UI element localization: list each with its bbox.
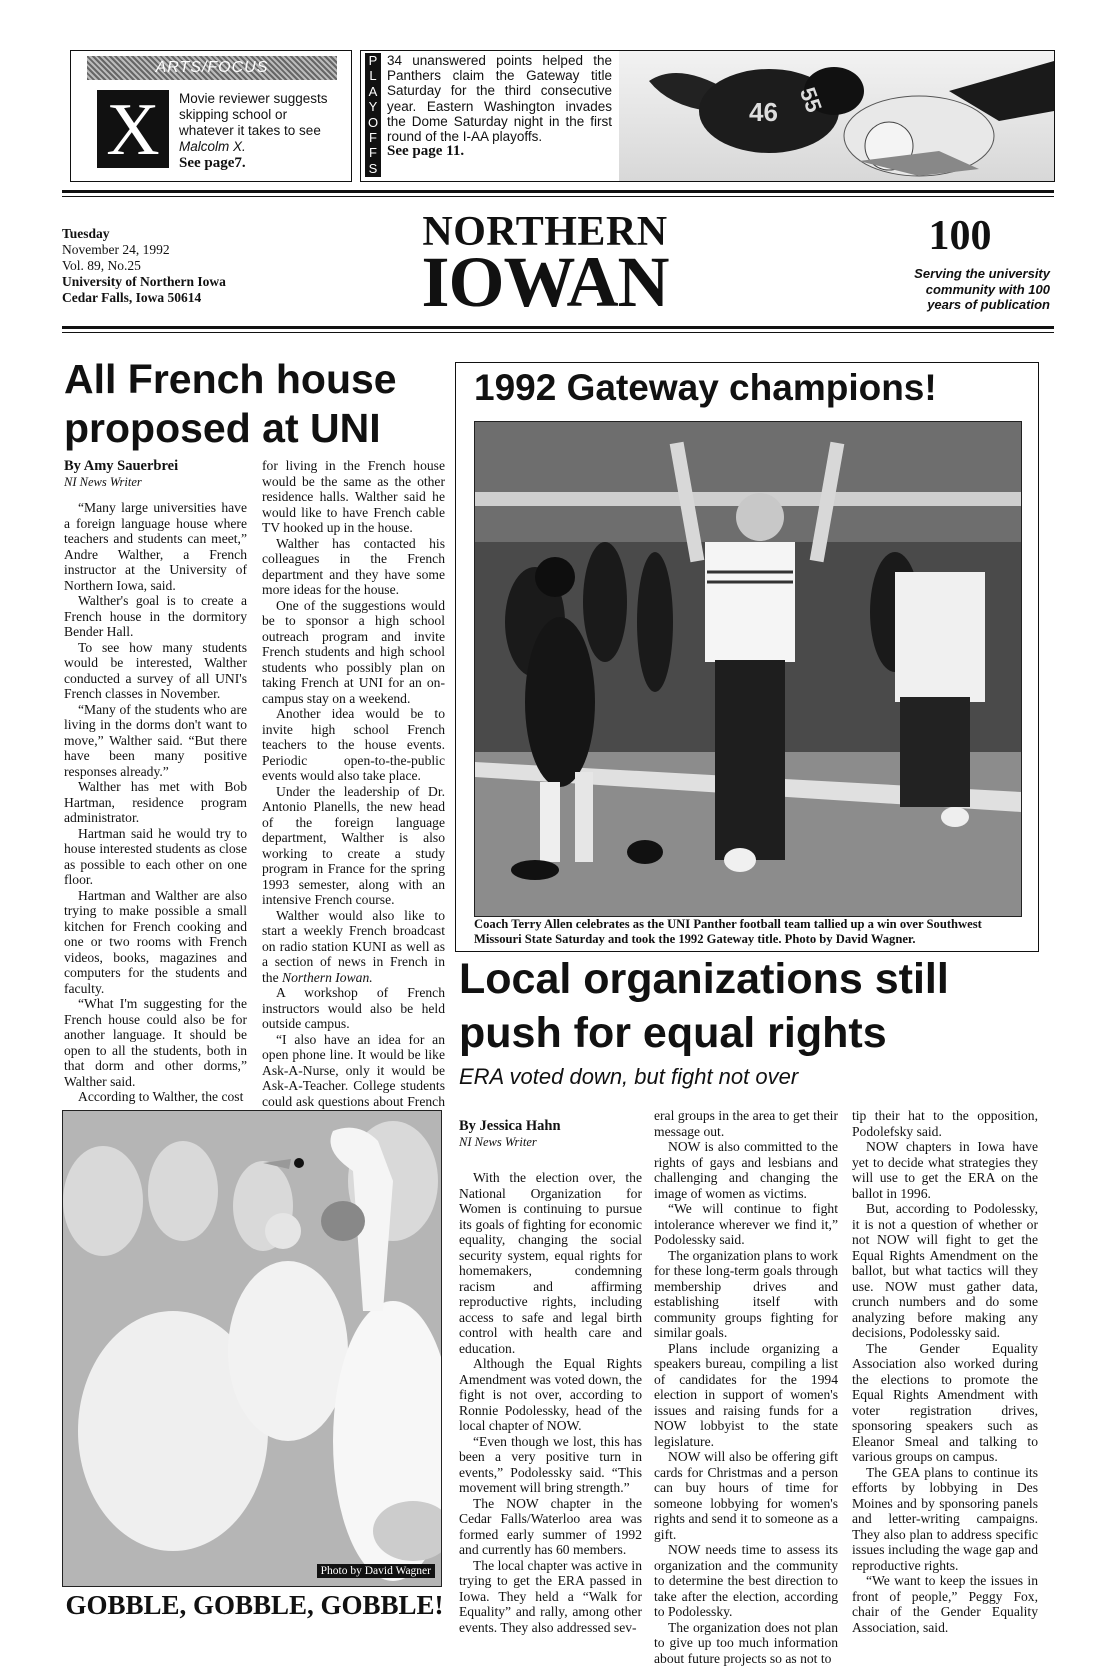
- french-house-headline[interactable]: All French house proposed at UNI: [64, 356, 397, 451]
- playoffs-letter: S: [368, 160, 378, 176]
- playoffs-see-page-link[interactable]: See page 11.: [387, 143, 465, 160]
- byline-title: NI News Writer: [64, 475, 142, 489]
- gateway-champions-box: [455, 362, 1039, 952]
- paragraph: NOW needs time to assess its organization and the community to determine the best direction to take after the election, according to Podolessky.: [654, 1542, 838, 1619]
- paragraph: NOW chapters in Iowa have yet to decide what strategies they will use to get the ERA on the ballot in 1996.: [852, 1139, 1038, 1201]
- equal-rights-headline[interactable]: Local organizations still push for equal rights: [459, 955, 949, 1057]
- masthead-top-rule: [62, 190, 1054, 193]
- equal-rights-byline: [459, 1118, 639, 1150]
- playoffs-letter: O: [367, 114, 379, 130]
- equal-rights-deck: ERA voted down, but fight not over: [459, 1064, 799, 1089]
- paragraph: The NOW chapter in the Cedar Falls/Waterloo area was formed early summer of 1992 and currently has 60 members.: [459, 1495, 642, 1557]
- paragraph: tip their hat to the opposition, Podolefsky said.: [852, 1108, 1038, 1139]
- arts-teaser-title: Malcolm X.: [179, 139, 246, 154]
- byline-author: By Amy Sauerbrei: [64, 458, 179, 474]
- masthead-bottom-rule: [62, 326, 1054, 329]
- arts-focus-banner: ARTS/FOCUS: [87, 56, 337, 80]
- paragraph: Under the leadership of Dr. Antonio Planells, the new head of the foreign language department, Walther is also working to create a study program in France for the spring 1993 semester, along with an intensive French course.: [262, 783, 445, 907]
- masthead-title-iowan: IOWAN: [421, 242, 669, 322]
- jersey-number: 55: [794, 84, 827, 116]
- paragraph: According to Walther, the cost: [78, 1089, 244, 1104]
- paragraph: Walther has met with Bob Hartman, residence program administrator.: [64, 779, 247, 825]
- paragraph: With the election over, the National Organization for Women is continuing to pursue its goals of fighting for economic equality, changing the social security system, equal rights for homemakers, condemning racism and affirming reproductive rights, including access to safe and legal birth control with health care and education.: [459, 1170, 642, 1356]
- issue-info: [62, 226, 226, 306]
- paragraph: [262, 908, 445, 986]
- paragraph: One of the suggestions would be to sponsor a high school outreach program and invite French students and high school students who possibly plan on taking French at UNI for an on-campus stay on a weekend.: [262, 597, 445, 706]
- paragraph: To see how many students would be interested, Walther conducted a survey of all UNI's French classes in November.: [64, 639, 247, 701]
- issue-day: Tuesday: [62, 226, 110, 241]
- paragraph: The organization does not plan to give up too much information about future projects so as not to: [654, 1619, 838, 1666]
- paragraph: The organization plans to work for these long-term goals through membership drives and establishing itself with community groups fighting for similar goals.: [654, 1247, 838, 1340]
- newspaper-name: Northern Iowan.: [282, 969, 373, 985]
- gateway-headline[interactable]: 1992 Gateway champions!: [474, 367, 937, 408]
- playoffs-letter: A: [368, 83, 378, 99]
- french-house-column-2: [262, 458, 445, 1125]
- paragraph: A workshop of French instructors would also be held outside campus.: [262, 985, 445, 1031]
- paragraph: Plans include organizing a speakers bureau, compiling a list of candidates for the 1994 election in support of women's issues and raising funds for a NOW lobbyist to the state legislature.: [654, 1340, 838, 1449]
- paragraph: “We will continue to fight intolerance wherever we find it,” Podolessky said.: [654, 1201, 838, 1247]
- paragraph: “Many of the students who are living in the dorms don't want to move,” Walther said. “But there have been many positive responses already.”: [64, 701, 247, 779]
- jersey-number: 46: [749, 97, 778, 127]
- paragraph: But, according to Podolessky, it is not a question of whether or not NOW will fight to get the Equal Rights Amendment on the ballot, but what tactics will they use. NOW must gather data, crunch numbers and do some analyzing before making any decisions, Podolessky said.: [852, 1201, 1038, 1340]
- paragraph: “We want to keep the issues in front of people,” Peggy Fox, chair of the Gender Equality Association, said.: [852, 1573, 1038, 1635]
- paragraph: Hartman and Walther are also trying to make possible a small kitchen for French cooking and one or two rooms with French videos, books, magazines and computers for the students and faculty.: [64, 887, 247, 996]
- centennial-number: 100: [928, 213, 992, 259]
- arts-teaser-line: skipping school or: [179, 107, 288, 122]
- paragraph: eral groups in the area to get their message out.: [654, 1108, 838, 1139]
- playoffs-letter: F: [369, 145, 377, 161]
- malcolm-x-logo: X: [97, 90, 169, 168]
- french-house-column-1: [64, 500, 247, 1105]
- french-house-byline: [64, 458, 244, 490]
- issue-city: Cedar Falls, Iowa 50614: [62, 290, 202, 305]
- paragraph: for living in the French house would be the same as the other residence halls. Walther said he would like to have French cable TV hooked up in the house.: [262, 458, 445, 535]
- arts-see-page-link[interactable]: See page7.: [179, 155, 246, 171]
- issue-university: University of Northern Iowa: [62, 274, 226, 289]
- playoffs-letter: P: [368, 53, 378, 68]
- paragraph: “Even though we lost, this has been a very positive turn in events,” Podolessky said. “This movement will bring strength.”: [459, 1433, 642, 1495]
- playoffs-teaser-text: [387, 53, 612, 159]
- masthead-tagline: [870, 266, 1050, 313]
- paragraph-text: Walther would also like to start a weekly French broadcast on radio station KUNI as well as a section of news in French in the: [262, 907, 445, 985]
- paragraph: “Many large universities have a foreign language house where teachers and students can meet,” Andre Walther, a French instructor at the University of Northern Iowa, said.: [64, 500, 247, 593]
- arts-teaser-line: Movie reviewer suggests: [179, 91, 328, 106]
- equal-rights-column-3: [852, 1108, 1038, 1635]
- playoffs-letter: Y: [368, 99, 378, 115]
- playoffs-letter: L: [369, 68, 377, 84]
- tagline-line: Serving the university: [914, 266, 1050, 281]
- coach-celebration-photo: [474, 421, 1022, 917]
- masthead-title-northern: NORTHERN: [422, 209, 668, 255]
- gateway-photo-caption: Coach Terry Allen celebrates as the UNI Panther football team tallied up a win over Southwest Missouri State Saturday and took the 1992 Gateway title. Photo by David Wagner.: [474, 917, 982, 946]
- equal-rights-column-2: [654, 1108, 838, 1666]
- paragraph: NOW will also be offering gift cards for Christmas and a person can buy hours of time for someone lobbying for women's rights and send it to someone as a gift.: [654, 1449, 838, 1542]
- equal-rights-column-1: [459, 1170, 642, 1635]
- paragraph: “I also have an idea for an open phone line. It would be like Ask-A-Nurse, only it would be Ask-A-Teacher. College students could ask questions about French: [262, 1031, 445, 1109]
- arts-teaser-line: whatever it takes to see: [179, 123, 321, 138]
- byline-author: By Jessica Hahn: [459, 1118, 561, 1134]
- paragraph: The GEA plans to continue its efforts by lobbying in Des Moines and by sponsoring panels and letter-writing campaigns. They also plan to address specific issues including the wage gap and reproductive rights.: [852, 1464, 1038, 1573]
- paragraph: Walther has contacted his colleagues in the French department and they have some more ideas for the house.: [262, 535, 445, 597]
- masthead-top-rule-thin: [62, 196, 1054, 197]
- playoffs-teaser[interactable]: [360, 50, 1055, 182]
- masthead-bottom-rule-thin: [62, 332, 1054, 333]
- byline-title: NI News Writer: [459, 1135, 537, 1149]
- arts-focus-teaser[interactable]: [70, 50, 352, 182]
- paragraph: Walther's goal is to create a French house in the dormitory Bender Hall.: [64, 593, 247, 639]
- arts-teaser-text: [179, 91, 344, 171]
- issue-date: November 24, 1992: [62, 242, 170, 257]
- tagline-line: years of publication: [927, 297, 1050, 312]
- turkey-photo-credit: Photo by David Wagner: [317, 1564, 435, 1578]
- playoffs-letter: F: [369, 130, 377, 146]
- paragraph: Another idea would be to invite high school French teachers to the house events. Periodic open-to-the-public events would also take place.: [262, 706, 445, 783]
- football-tackle-photo: [619, 51, 1054, 181]
- paragraph: “What I'm suggesting for the French house could also be for another language. It should be open to all the students, both in that dorm and other dorms,” Walther said.: [64, 996, 247, 1089]
- paragraph: NOW is also committed to the rights of gays and lesbians and challenging and changing the image of women as victims.: [654, 1139, 838, 1201]
- paragraph: Although the Equal Rights Amendment was voted down, the fight is not over, according to Ronnie Podolessky, head of the local chapter of NOW.: [459, 1356, 642, 1433]
- paragraph: The local chapter was active in trying to get the ERA passed in Iowa. They held a “Walk for Equality” and rally, among other events. They also addressed sev-: [459, 1557, 642, 1635]
- turkey-photo: [62, 1110, 442, 1587]
- issue-volume: Vol. 89, No.25: [62, 258, 141, 273]
- paragraph: The Gender Equality Association also worked during the elections to promote the Equal Rights Amendment with voter registration drives, sponsoring speakers such as Eleanor Smeal and talking to various groups on campus.: [852, 1340, 1038, 1464]
- paragraph: Hartman said he would try to house interested students as close as possible to each other on one floor.: [64, 825, 247, 887]
- turkey-photo-headline: GOBBLE, GOBBLE, GOBBLE!: [65, 1590, 444, 1620]
- playoffs-teaser-body: 34 unanswered points helped the Panthers claim the Gateway title Saturday for the third consecutive year. Eastern Washington invades the Dome Saturday night in the first round of the I-AA playoffs.: [387, 53, 612, 145]
- tagline-line: community with 100: [925, 281, 1050, 297]
- playoffs-vertical-label: [365, 53, 381, 177]
